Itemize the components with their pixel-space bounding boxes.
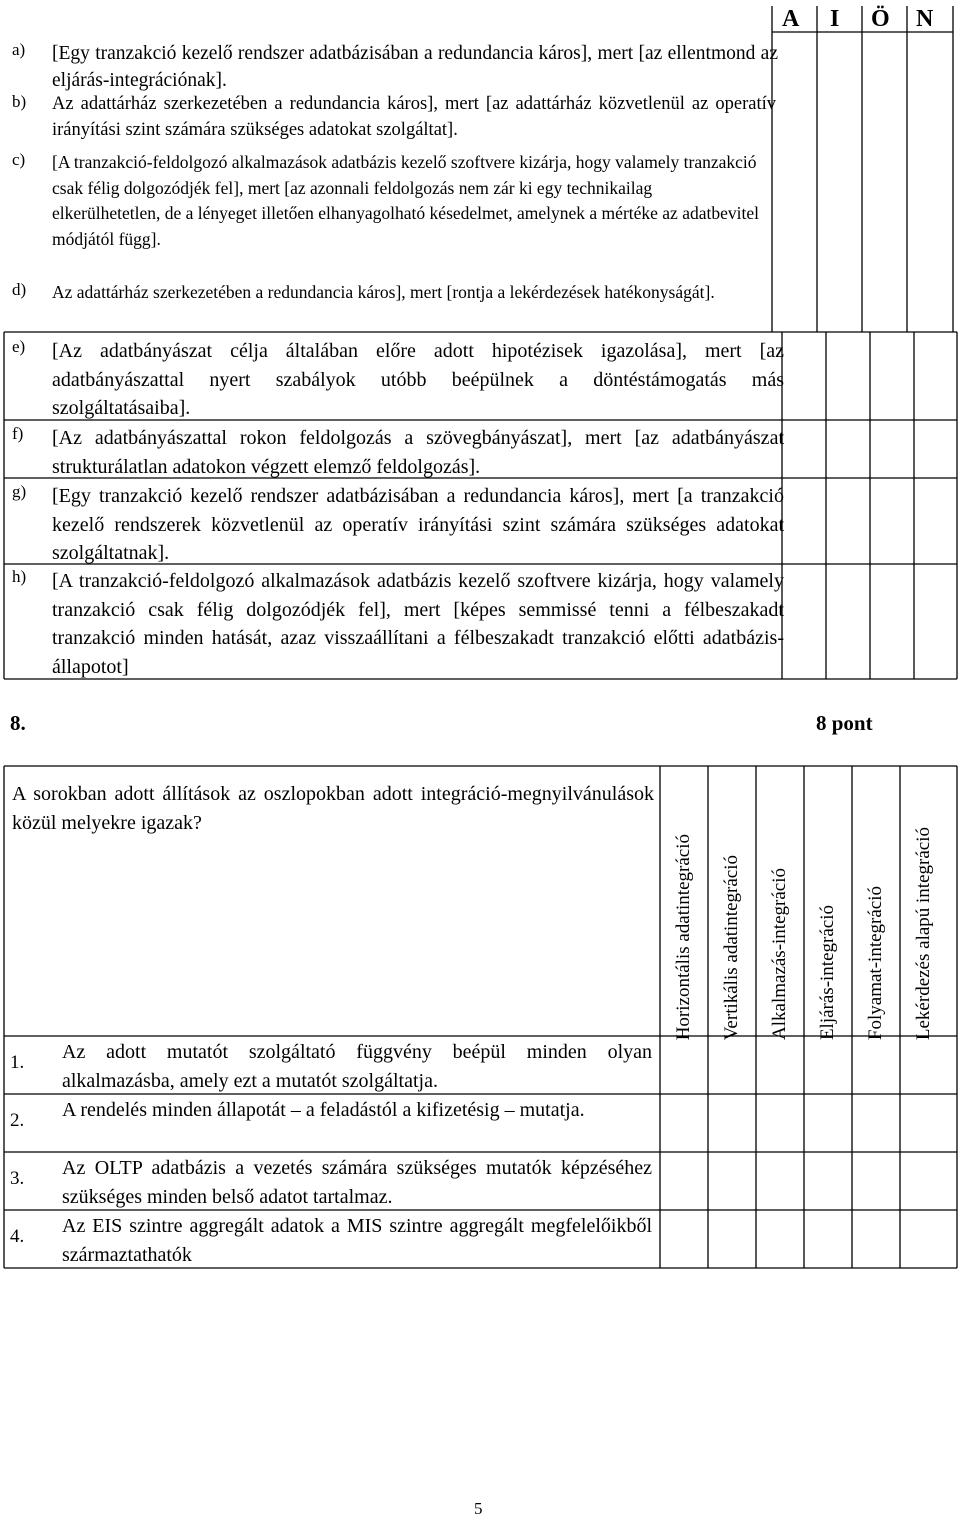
item-number: 3. xyxy=(10,1168,25,1189)
statement-text: [Az adatbányászat célja általában előre adott hipotézisek igazolása], mert [az adatbányászattal nyert szabályok utóbb beépülnek a döntéstámogatás más szolgáltatásaiba]. xyxy=(52,340,784,419)
column-header: Folyamat-integráció xyxy=(865,885,886,1040)
answer-header-a: A xyxy=(782,6,800,32)
task-question: A sorokban adott állítások az oszlopokban adott integráció-megnyilvánulások közül melyekre igazak? xyxy=(12,783,654,834)
statement-letter: e) xyxy=(12,337,26,356)
statement-letter: g) xyxy=(12,482,27,501)
column-header: Alkalmazás-integráció xyxy=(769,868,790,1040)
column-header: Lekérdezés alapú integráció xyxy=(913,826,934,1040)
item-number: 2. xyxy=(10,1110,25,1131)
item-number: 1. xyxy=(10,1052,25,1073)
statement-text: [Az adatbányászattal rokon feldolgozás a szövegbányászat], mert [az adatbányászat strukturálatlan adatokon végzett elemző feldolgozás]. xyxy=(52,427,784,478)
task-points: 8 pont xyxy=(816,711,873,735)
statement-text: [A tranzakció-feldolgozó alkalmazások adatbázis kezelő szoftvere kizárja, hogy valamely tranzakció csak félig dolgozódjék fel], mert [az azonnali feldolgozás nem zár ki egy technikailag elkerülhetetlen, de a lényeget illetően elhanyagolható késedelmet, amelynek a mértéke az adatbevitel módjától függ]. xyxy=(52,152,759,249)
item-text: A rendelés minden állapotát – a feladástól a kifizetésig – mutatja. xyxy=(62,1099,585,1121)
statement-letter: d) xyxy=(12,280,27,299)
item-text: Az EIS szintre aggregált adatok a MIS szintre aggregált megfelelőikből származtathatók xyxy=(62,1215,652,1266)
item-number: 4. xyxy=(10,1226,25,1247)
column-header: Horizontális adatintegráció xyxy=(673,833,694,1040)
item-text: Az OLTP adatbázis a vezetés számára szükséges mutatók képzéséhez szükséges minden belső adatot tartalmaz. xyxy=(62,1157,652,1208)
answer-header-i: I xyxy=(830,6,840,32)
statement-letter: a) xyxy=(12,40,26,59)
answer-header-o: Ö xyxy=(871,6,890,32)
statement-text: Az adattárház szerkezetében a redundancia káros], mert [rontja a lekérdezések hatékonyságát]. xyxy=(52,282,715,302)
item-text: Az adott mutatót szolgáltató függvény beépül minden olyan alkalmazásba, amely ezt a mutatót szolgáltatja. xyxy=(62,1041,652,1092)
answer-header-n: N xyxy=(916,6,934,32)
page-number: 5 xyxy=(474,1499,483,1518)
task-number: 8. xyxy=(10,711,26,735)
statement-letter: f) xyxy=(12,424,24,443)
column-header: Eljárás-integráció xyxy=(817,904,838,1040)
statement-text: [A tranzakció-feldolgozó alkalmazások adatbázis kezelő szoftvere kizárja, hogy valamely tranzakció csak félig dolgozódjék fel], mert [képes semmissé tenni a félbeszakadt tranzakció minden hatását, azaz visszaállítani a félbeszakadt tranzakció előtti adatbázis-állapotot] xyxy=(52,570,784,678)
statement-letter: h) xyxy=(12,567,27,586)
column-header: Vertikális adatintegráció xyxy=(721,854,742,1040)
statement-text: [Egy tranzakció kezelő rendszer adatbázisában a redundancia káros], mert [az ellentmond az eljárás-integrációnak]. xyxy=(52,43,778,91)
statement-letter: c) xyxy=(12,150,26,169)
statement-text: Az adattárház szerkezetében a redundancia káros], mert [az adattárház közvetlenül az operatív irányítási szint számára szükséges adatokat szolgáltat]. xyxy=(52,94,776,140)
statement-text: [Egy tranzakció kezelő rendszer adatbázisában a redundancia káros], mert [a tranzakció kezelő rendszerek közvetlenül az operatív irányítási szint számára szükséges adatokat szolgáltatnak]. xyxy=(52,485,784,564)
statement-letter: b) xyxy=(12,92,27,111)
